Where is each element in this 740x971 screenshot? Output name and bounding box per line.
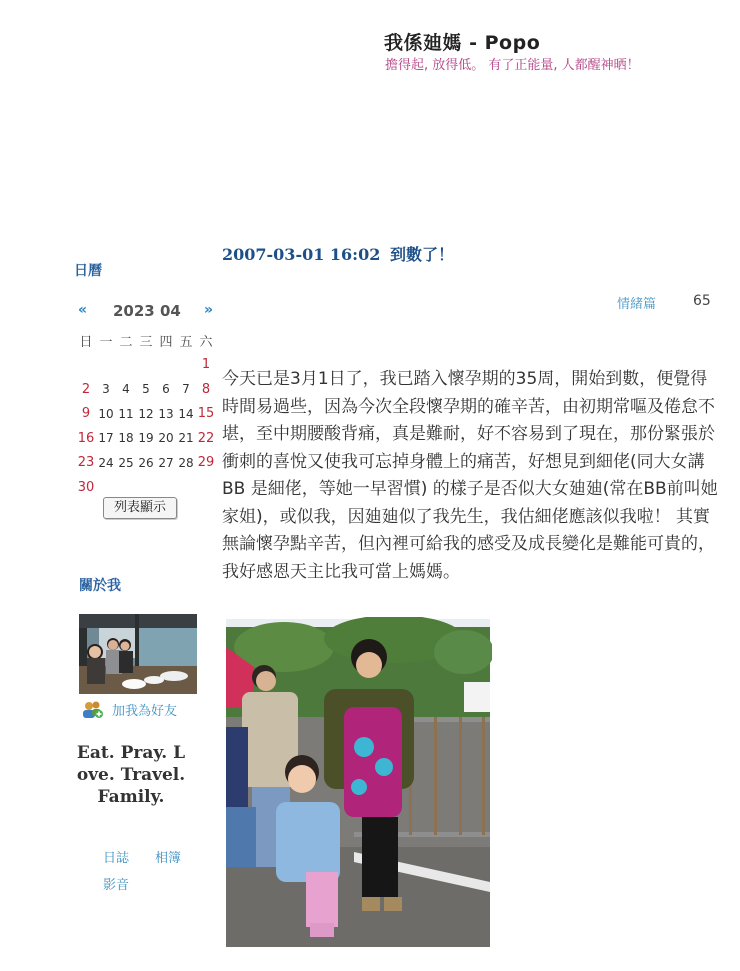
calendar-day[interactable]: 14: [178, 406, 194, 421]
add-friend-label: 加我為好友: [112, 704, 178, 719]
calendar-day[interactable]: 29: [197, 455, 215, 471]
post-photo-image: [224, 617, 492, 950]
calendar-day[interactable]: 23: [77, 455, 95, 471]
post-date: 2007-03-01 16:02: [222, 245, 381, 264]
calendar-day[interactable]: 27: [158, 455, 174, 470]
calendar-day[interactable]: 13: [158, 406, 174, 421]
calendar-day[interactable]: 7: [182, 382, 190, 397]
post-title: 到數了！: [389, 245, 454, 264]
calendar-nav: [78, 302, 213, 322]
prev-month-button[interactable]: «: [78, 302, 88, 318]
weekday-label: 一: [99, 334, 113, 350]
calendar-day[interactable]: 22: [197, 430, 215, 446]
calendar-day[interactable]: 15: [197, 406, 215, 422]
profile-photo-image: [79, 614, 197, 694]
weekday-label: 五: [179, 334, 193, 350]
calendar-month-label: 2023 04: [113, 302, 181, 320]
calendar-heading: 日曆: [74, 263, 102, 279]
calendar-day[interactable]: 8: [201, 381, 211, 397]
calendar-day[interactable]: 6: [162, 382, 170, 397]
calendar-day[interactable]: 17: [98, 431, 114, 446]
blog-title[interactable]: 我係廸媽 - Popo: [384, 32, 541, 54]
calendar-day[interactable]: 11: [118, 406, 134, 421]
next-month-button[interactable]: »: [203, 302, 213, 318]
about-heading: 關於我: [79, 578, 121, 594]
calendar-day[interactable]: 10: [98, 406, 114, 421]
calendar-day[interactable]: 25: [118, 455, 134, 470]
calendar-week: [76, 377, 216, 402]
sidebar-link-video[interactable]: 影音: [103, 878, 130, 893]
weekday-label: 日: [79, 334, 93, 350]
calendar-day[interactable]: 3: [102, 382, 110, 397]
post-heading[interactable]: [222, 242, 454, 265]
calendar-day[interactable]: 4: [122, 382, 130, 397]
blog-subtitle: 擔得起, 放得低。 有了正能量, 人都醒神晒！: [385, 58, 640, 73]
calendar-day[interactable]: 16: [77, 430, 95, 446]
calendar-week: [76, 402, 216, 427]
calendar-day[interactable]: 5: [142, 382, 150, 397]
calendar-week: [76, 426, 216, 451]
add-friend-link[interactable]: [82, 700, 177, 719]
calendar-day[interactable]: 26: [138, 455, 154, 470]
calendar-day[interactable]: 30: [77, 479, 95, 495]
calendar-week: [76, 353, 216, 378]
post-body: [222, 366, 722, 586]
list-view-button[interactable]: 列表顯示: [103, 497, 177, 519]
weekday-label: 三: [139, 334, 153, 350]
calendar-day[interactable]: 21: [178, 431, 194, 446]
post-view-count: 65: [693, 293, 711, 309]
profile-motto: Eat. Pray. Love. Travel. Family.: [76, 743, 186, 807]
calendar-day[interactable]: 18: [118, 431, 134, 446]
weekday-label: 二: [119, 334, 133, 350]
post-category-link[interactable]: 情緒篇: [617, 297, 657, 312]
calendar-day[interactable]: 19: [138, 431, 154, 446]
calendar-day[interactable]: 1: [201, 357, 211, 373]
add-friend-icon: [82, 701, 104, 719]
calendar-week: [76, 451, 216, 476]
post-photo[interactable]: [224, 617, 492, 950]
calendar-day[interactable]: 24: [98, 455, 114, 470]
calendar-grid: [76, 328, 216, 500]
post-paragraph: 今天已是3月1日了，我已踏入懷孕期的35周，開始到數，便覺得時間易過些，因為今次全段懷孕期的確辛苦，由初期常嘔及倦怠不堪，至中期腰酸背痛，真是難耐，好不容易到了現在，那份緊張於衝刺的喜悅又使我可忘掉身體上的痛苦，好想見到細佬(同大女講BB 是細佬，等她一早習慣) 的樣子是否似大女廸廸(常在BB前叫她家姐)，或似我，因廸廸似了我先生，我估細佬應該似我啦！ 其實無論懷孕點辛苦，但內裡可給我的感受及成長變化是難能可貴的，我好感恩天主比我可當上媽媽。: [222, 369, 718, 582]
weekday-label: 六: [199, 334, 213, 350]
sidebar-link-diary[interactable]: 日誌: [103, 851, 130, 866]
sidebar-link-album[interactable]: 相簿: [155, 851, 182, 866]
calendar-week: [76, 475, 216, 500]
calendar-day[interactable]: 2: [81, 381, 91, 397]
calendar-day[interactable]: 28: [178, 455, 194, 470]
calendar-weekday-header: [76, 328, 216, 353]
weekday-label: 四: [159, 334, 173, 350]
calendar-day[interactable]: 9: [81, 406, 91, 422]
profile-photo[interactable]: [79, 614, 197, 694]
calendar-day[interactable]: 20: [158, 431, 174, 446]
calendar-day[interactable]: 12: [138, 406, 154, 421]
